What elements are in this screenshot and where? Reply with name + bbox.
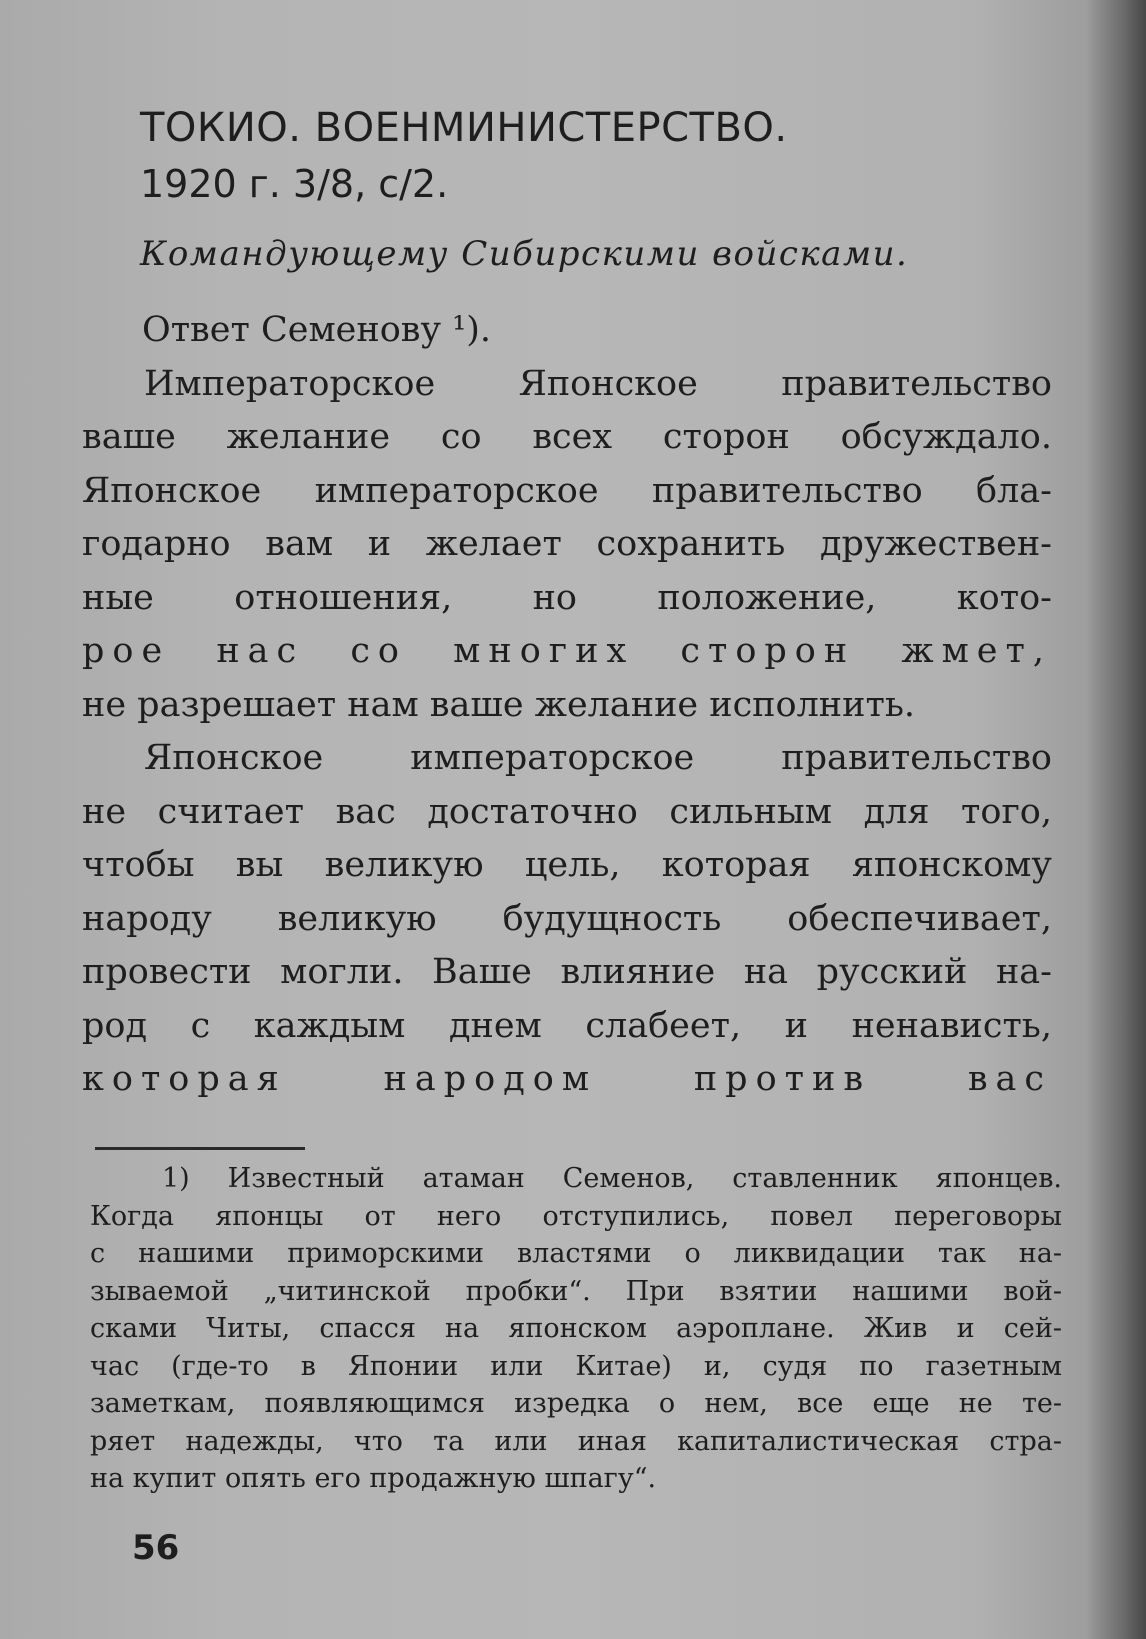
footnote-line: с нашими приморскими властями о ликвидации так на- (90, 1238, 1062, 1269)
body-line: не считает вас достаточно сильным для того, (82, 791, 1052, 832)
telegram-header: ТОКИО. ВОЕНМИНИСТЕРСТВО. (140, 105, 788, 151)
footnote-line: зываемой „читинской пробки“. При взятии нашими вой- (90, 1275, 1062, 1307)
page-gutter-shadow (1086, 0, 1146, 1639)
body-line: годарно вам и желает сохранить дружествен- (82, 524, 1052, 564)
footnote-line: на купит опять его продажную шпагу“. (90, 1463, 657, 1494)
body-line: Японское императорское правительство (144, 738, 1052, 778)
page-number: 56 (132, 1528, 180, 1568)
body-line: ные отношения, но положение, кото- (82, 577, 1052, 618)
body-line: род с каждым днем слабеет, и ненависть, (82, 1005, 1052, 1046)
footnote (90, 1160, 1062, 1498)
body-line: рое нас со многих сторон жмет, (82, 631, 1052, 671)
footnote-line: час (где-то в Японии или Китае) и, судя по газетным (90, 1350, 1062, 1382)
body-line: Ответ Семенову ¹). (142, 310, 492, 350)
footnote-line: заметкам, появляющимся изредка о нем, все еще не те- (90, 1388, 1062, 1419)
body-line: Императорское Японское правительство (144, 363, 1052, 404)
footnote-line: ряет надежды, что та или иная капиталистическая стра- (90, 1425, 1062, 1457)
body-line: провести могли. Ваше влияние на русский на- (82, 952, 1052, 992)
body-line: народу великую будущность обеспечивает, (82, 898, 1052, 939)
body-line: ваше желание со всех сторон обсуждало. (82, 417, 1052, 457)
telegram-dateline: 1920 г. 3/8, с/2. (140, 162, 449, 206)
footnote-line: 1) Известный атаман Семенов, ставленник японцев. (162, 1163, 1062, 1194)
footnote-divider (95, 1147, 305, 1150)
footnote-line: Когда японцы от него отступились, повел переговоры (90, 1200, 1062, 1232)
telegram-body (82, 304, 1052, 1107)
body-line: чтобы вы великую цель, которая японскому (82, 845, 1052, 885)
body-line: не разрешает нам ваше желание исполнить. (82, 684, 916, 725)
footnote-line: сками Читы, спасся на японском аэроплане. Жив и сей- (90, 1313, 1062, 1344)
body-line: Японское императорское правительство бла- (82, 470, 1052, 511)
body-line: которая народом против вас (82, 1059, 1052, 1099)
telegram-addressee: Командующему Сибирскими войсками. (140, 234, 909, 274)
